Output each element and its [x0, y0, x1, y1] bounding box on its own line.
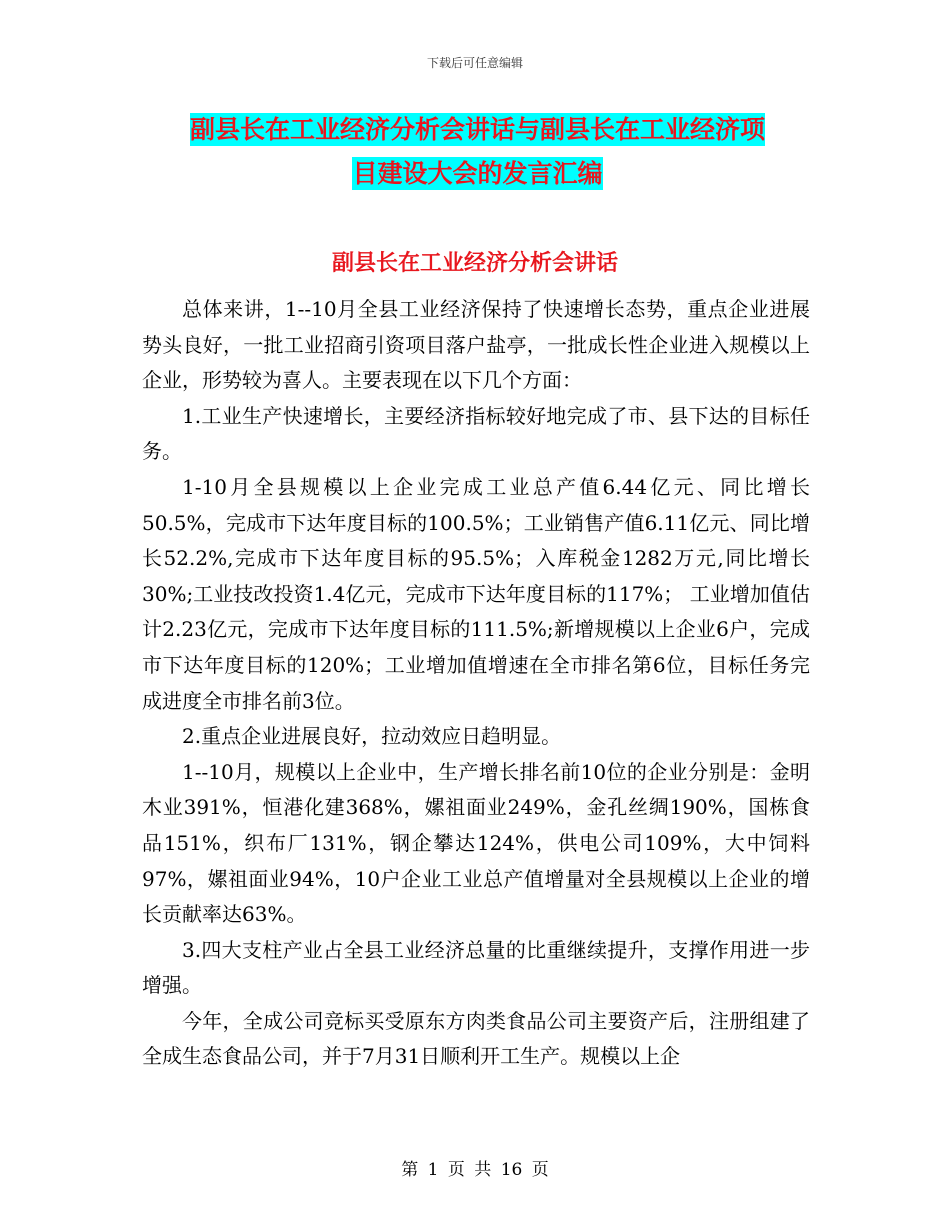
- page-footer: 第 1 页 共 16 页: [401, 1160, 549, 1180]
- paragraph: 1.工业生产快速增长，主要经济指标较好地完成了市、县下达的目标任务。: [142, 403, 810, 464]
- paragraph: 今年，全成公司竞标买受原东方肉类食品公司主要资产后，注册组建了全成生态食品公司，并于7月31日顺利开工生产。规模以上企: [142, 1008, 810, 1069]
- document-title: [140, 108, 815, 196]
- paragraph: 3.四大支柱产业占全县工业经济总量的比重继续提升，支撑作用进一步增强。: [142, 937, 810, 998]
- section-title: 副县长在工业经济分析会讲话: [331, 251, 618, 276]
- paragraph: 1-10月全县规模以上企业完成工业总产值6.44亿元、同比增长50.5%，完成市下达年度目标的100.5%；工业销售产值6.11亿元、同比增长52.2%,完成市下达年度目标的95.5%；入库税金1282万元,同比增长30%;工业技改投资1.4亿元，完成市下达年度目标的117%； 工业增加值估计2.23亿元，完成市下达年度目标的111.5%;新增规模以上企业6户，完成市下达年度目标的120%；工业增加值增速在全市排名第6位，目标任务完成进度全市排名前3位。: [142, 474, 810, 713]
- paragraph: 2.重点企业进展良好，拉动效应日趋明显。: [182, 724, 562, 749]
- header-note: 下载后可任意编辑: [426, 56, 523, 70]
- paragraph: 总体来讲，1--10月全县工业经济保持了快速增长态势，重点企业进展势头良好，一批工业招商引资项目落户盐亭，一批成长性企业进入规模以上企业，形势较为喜人。主要表现在以下几个方面：: [142, 297, 810, 393]
- document-title-line-1: 副县长在工业经济分析会讲话与副县长在工业经济项: [189, 115, 765, 144]
- body-text: [142, 292, 810, 1075]
- paragraph: 1--10月，规模以上企业中，生产增长排名前10位的企业分别是：金明木业391%，恒港化建368%，嫘祖面业249%，金孔丝绸190%，国栋食品151%，织布厂131%，钢企攀达124%，供电公司109%，大中饲料97%，嫘祖面业94%，10户企业工业总产值增量对全县规模以上企业的增长贡献率达63%。: [142, 759, 810, 927]
- document-title-line-2: 目建设大会的发言汇编: [352, 159, 603, 188]
